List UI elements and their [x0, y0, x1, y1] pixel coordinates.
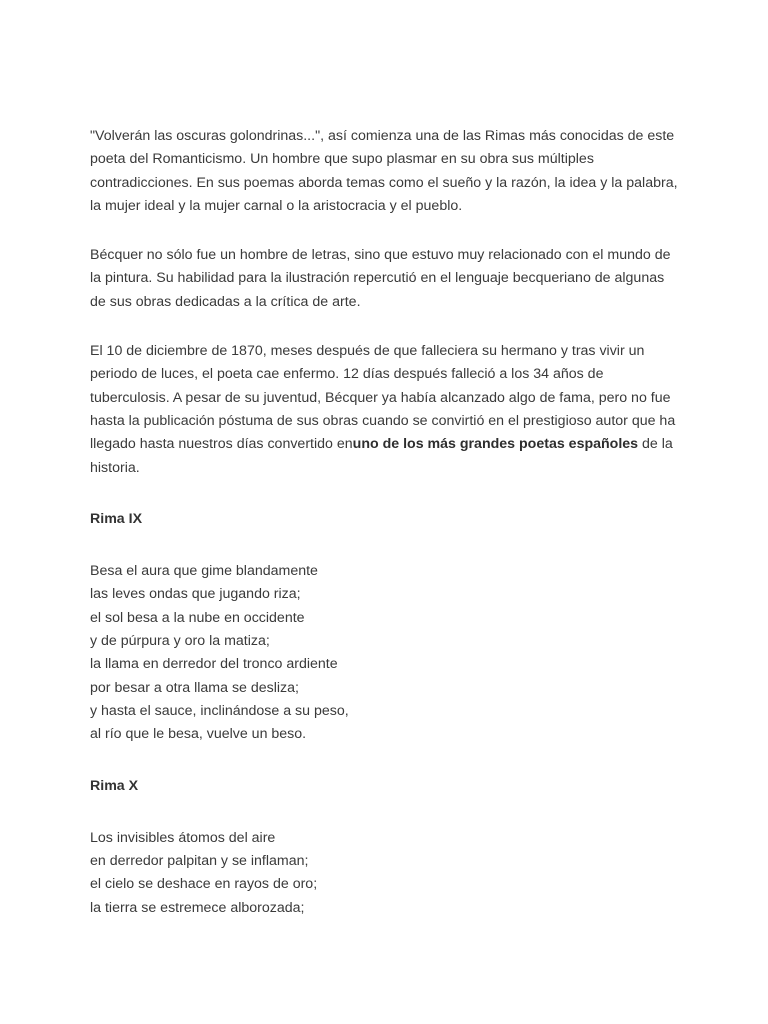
rima-x-heading: Rima X: [90, 777, 139, 794]
poem-line: al río que le besa, vuelve un beso.: [90, 726, 307, 743]
biography-bold-text: uno de los más grandes poetas españoles: [352, 436, 639, 453]
painting-paragraph: Bécquer no sólo fue un hombre de letras, sino que estuvo muy relacionado con el mundo de la pintura. Su habilidad para la ilustración repercutió en el lenguaje becqueriano de algunas de sus obras dedicadas a la crítica de arte.: [90, 247, 671, 310]
rima-x-poem: [90, 827, 680, 920]
biography-text-end: de la historia.: [90, 436, 673, 476]
biography-text: El 10 de diciembre de 1870, meses después de que falleciera su hermano y tras vivir un periodo de luces, el poeta cae enfermo. 12 días después falleció a los 34 años de tuberculosis. A pesar de su juventud, Bécquer ya había alcanzado algo de fama, pero no fue hasta la publicación póstuma de sus obras cuando se convirtió en el prestigioso autor que ha llegado hasta nuestros días convertido en: [90, 343, 676, 453]
biography-paragraph: [90, 340, 680, 480]
poem-line: la llama en derredor del tronco ardiente: [90, 656, 338, 673]
rima-ix-heading: Rima IX: [90, 510, 143, 527]
poem-line: el cielo se deshace en rayos de oro;: [90, 876, 318, 893]
poem-line: las leves ondas que jugando riza;: [90, 586, 301, 603]
poem-line: el sol besa a la nube en occidente: [90, 609, 305, 626]
intro-paragraph: "Volverán las oscuras golondrinas...", así comienza una de las Rimas más conocidas de este poeta del Romanticismo. Un hombre que supo plasmar en su obra sus múltiples contradicciones. En sus poemas aborda temas como el sueño y la razón, la idea y la palabra, la mujer ideal y la mujer carnal o la aristocracia y el pueblo.: [90, 128, 678, 214]
poem-line: la tierra se estremece alborozada;: [90, 899, 305, 916]
article-body: [90, 125, 680, 920]
poem-line: en derredor palpitan y se inflaman;: [90, 853, 309, 870]
poem-line: Los invisibles átomos del aire: [90, 829, 276, 846]
poem-line: por besar a otra llama se desliza;: [90, 679, 299, 696]
poem-line: y de púrpura y oro la matiza;: [90, 633, 270, 650]
poem-line: Besa el aura que gime blandamente: [90, 563, 318, 580]
poem-line: y hasta el sauce, inclinándose a su peso,: [90, 702, 349, 719]
rima-ix-poem: [90, 560, 680, 746]
